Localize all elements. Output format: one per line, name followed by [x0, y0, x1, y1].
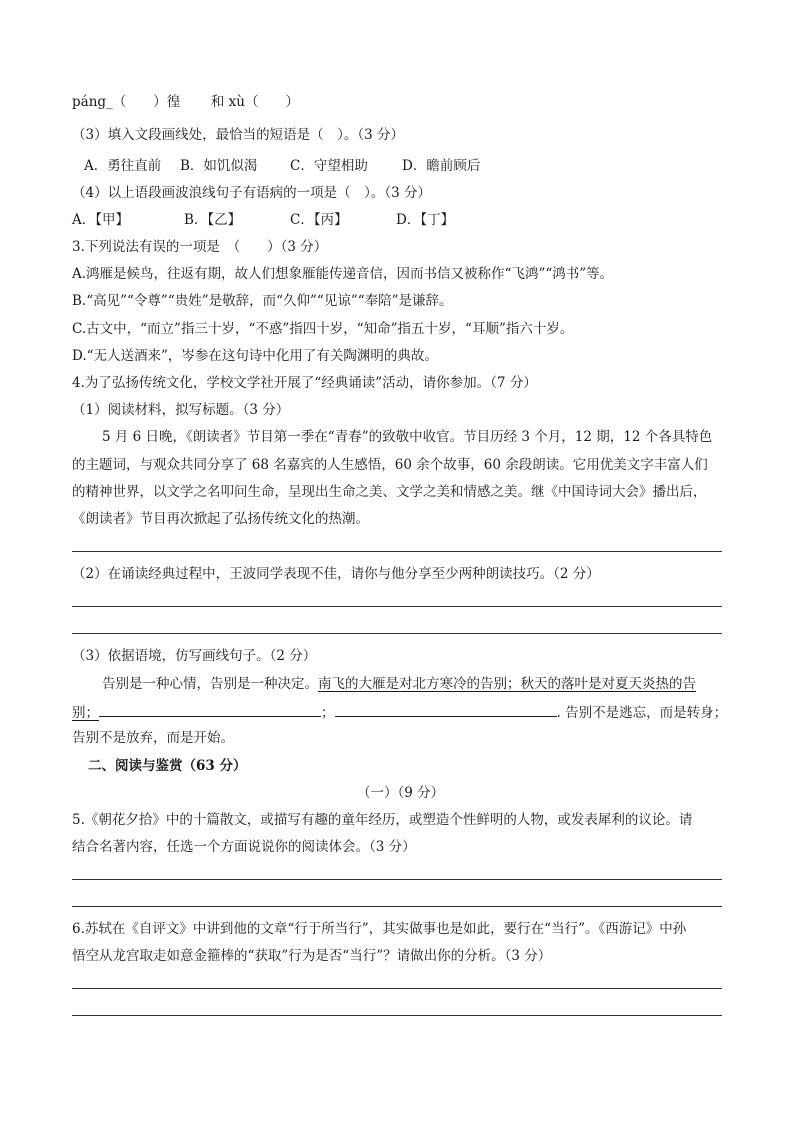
pinyin-pang: páng_（ ）徨	[72, 94, 181, 110]
answer-line[interactable]	[72, 633, 722, 634]
imitation-blank-2[interactable]	[335, 702, 557, 717]
option-d: D．瞻前顾后	[402, 158, 481, 174]
q3-option-d: D.“无人送酒来”，岑参在这句诗中化用了有关陶渊明的典故。	[72, 348, 438, 364]
farewell-after: . 告别不是逃忘，而是转身；	[556, 705, 728, 721]
passage-line: 的主题词，与观众共同分享了 68 名嘉宾的人生感悟，60 余个故事，60 余段朗读。它用优美文字丰富人们	[72, 457, 708, 473]
pinyin-xu: 和 xù（ ）	[210, 94, 299, 110]
q4-sub2: （2）在诵读经典过程中，王波同学表现不佳，请你与他分享至少两种朗读技巧。（2 分）	[72, 566, 600, 582]
q3-option-b: B.“高见”“令尊”“贵姓”是敬辞，而“久仰”“见谅”“奉陪”是谦辞。	[72, 293, 453, 309]
q-sub3-options	[84, 157, 480, 175]
q3-stem: 3.下列说法有误的一项是 （ ）（3 分）	[72, 239, 328, 255]
q4-stem: 4.为了弘扬传统文化，学校文学社开展了“经典诵读”活动，请你参加。（7 分）	[72, 375, 537, 391]
answer-line[interactable]	[72, 988, 722, 989]
option-b: B．【乙】	[184, 212, 242, 228]
farewell-line-2	[72, 702, 727, 722]
q6-line: 6.苏轼在《自评文》中讲到他的文章“行于所当行”，其实做事也是如此，要行在“当行”。《西游记》中孙	[72, 921, 687, 937]
option-b: B．如饥似渴	[180, 158, 258, 174]
q-sub3-stem: （3）填入文段画线处，最恰当的短语是（ ）。（3 分）	[72, 127, 404, 143]
q4-sub1: （1）阅读材料，拟写标题。（3 分）	[72, 402, 290, 418]
q5-line: 结合名著内容，任选一个方面说说你的阅读体会。（3 分）	[72, 839, 416, 855]
q-sub4-stem: （4）以上语段画波浪线句子有语病的一项是（ ）。（3 分）	[72, 185, 431, 201]
farewell-underlined: 南飞的大雁是对北方寒冷的告别；秋天的落叶是对夏天炎热的告	[318, 676, 696, 692]
farewell-line-3: 告别不是放弃，而是开始。	[72, 730, 234, 746]
answer-line[interactable]	[72, 606, 722, 607]
q3-option-a: A.鸿雁是候鸟，往返有期，故人们想象雁能传递音信，因而书信又被称作“飞鸿”“鸿书”等。	[72, 266, 614, 282]
option-c: C．守望相助	[290, 158, 368, 174]
q5-line: 5.《朝花夕拾》中的十篇散文，或描写有趣的童年经历，或塑造个性鲜明的人物，或发表犀利的议论。请	[72, 812, 693, 828]
passage-line: 《朗读者》节目再次掀起了弘扬传统文化的热潮。	[72, 511, 369, 527]
passage-line: 的精神世界，以文学之名叩问生命，呈现出生命之美、文学之美和情感之美。继《中国诗词大会》播出后，	[72, 484, 707, 500]
answer-line[interactable]	[72, 879, 722, 880]
q6-line: 悟空从龙宫取走如意金箍棒的“获取”行为是否“当行”？请做出你的分析。（3 分）	[72, 948, 552, 964]
q4-sub3: （3）依据语境，仿写画线句子。（2 分）	[72, 648, 317, 664]
answer-line[interactable]	[72, 551, 722, 552]
farewell-line-1	[102, 675, 696, 693]
section-title: 二、阅读与鉴赏（63 分）	[88, 758, 247, 774]
answer-line[interactable]	[72, 906, 722, 907]
pinyin-line	[72, 93, 299, 111]
q3-option-c: C.古文中，“而立”指三十岁，“不惑”指四十岁，“知命”指五十岁，“耳顺”指六十岁。	[72, 321, 574, 337]
option-a: A．勇往直前	[84, 158, 162, 174]
option-c: C．【丙】	[290, 212, 348, 228]
option-a: A．【甲】	[72, 212, 129, 228]
farewell-lead: 告别是一种心情，告别是一种决定。	[102, 676, 318, 692]
section-part-heading: （一）（9 分）	[357, 785, 445, 801]
passage-line: 5 月 6 日晚，《朗读者》节目第一季在“青春”的致敬中收官。节目历经 3 个月，12 期，12 个各具特色	[102, 429, 713, 445]
farewell-cont: 别；	[72, 705, 99, 721]
q-sub4-options	[72, 211, 454, 229]
option-d: D．【丁】	[396, 212, 455, 228]
imitation-blank-1[interactable]	[99, 702, 321, 717]
farewell-sep: ；	[321, 705, 335, 721]
answer-line[interactable]	[72, 1015, 722, 1016]
